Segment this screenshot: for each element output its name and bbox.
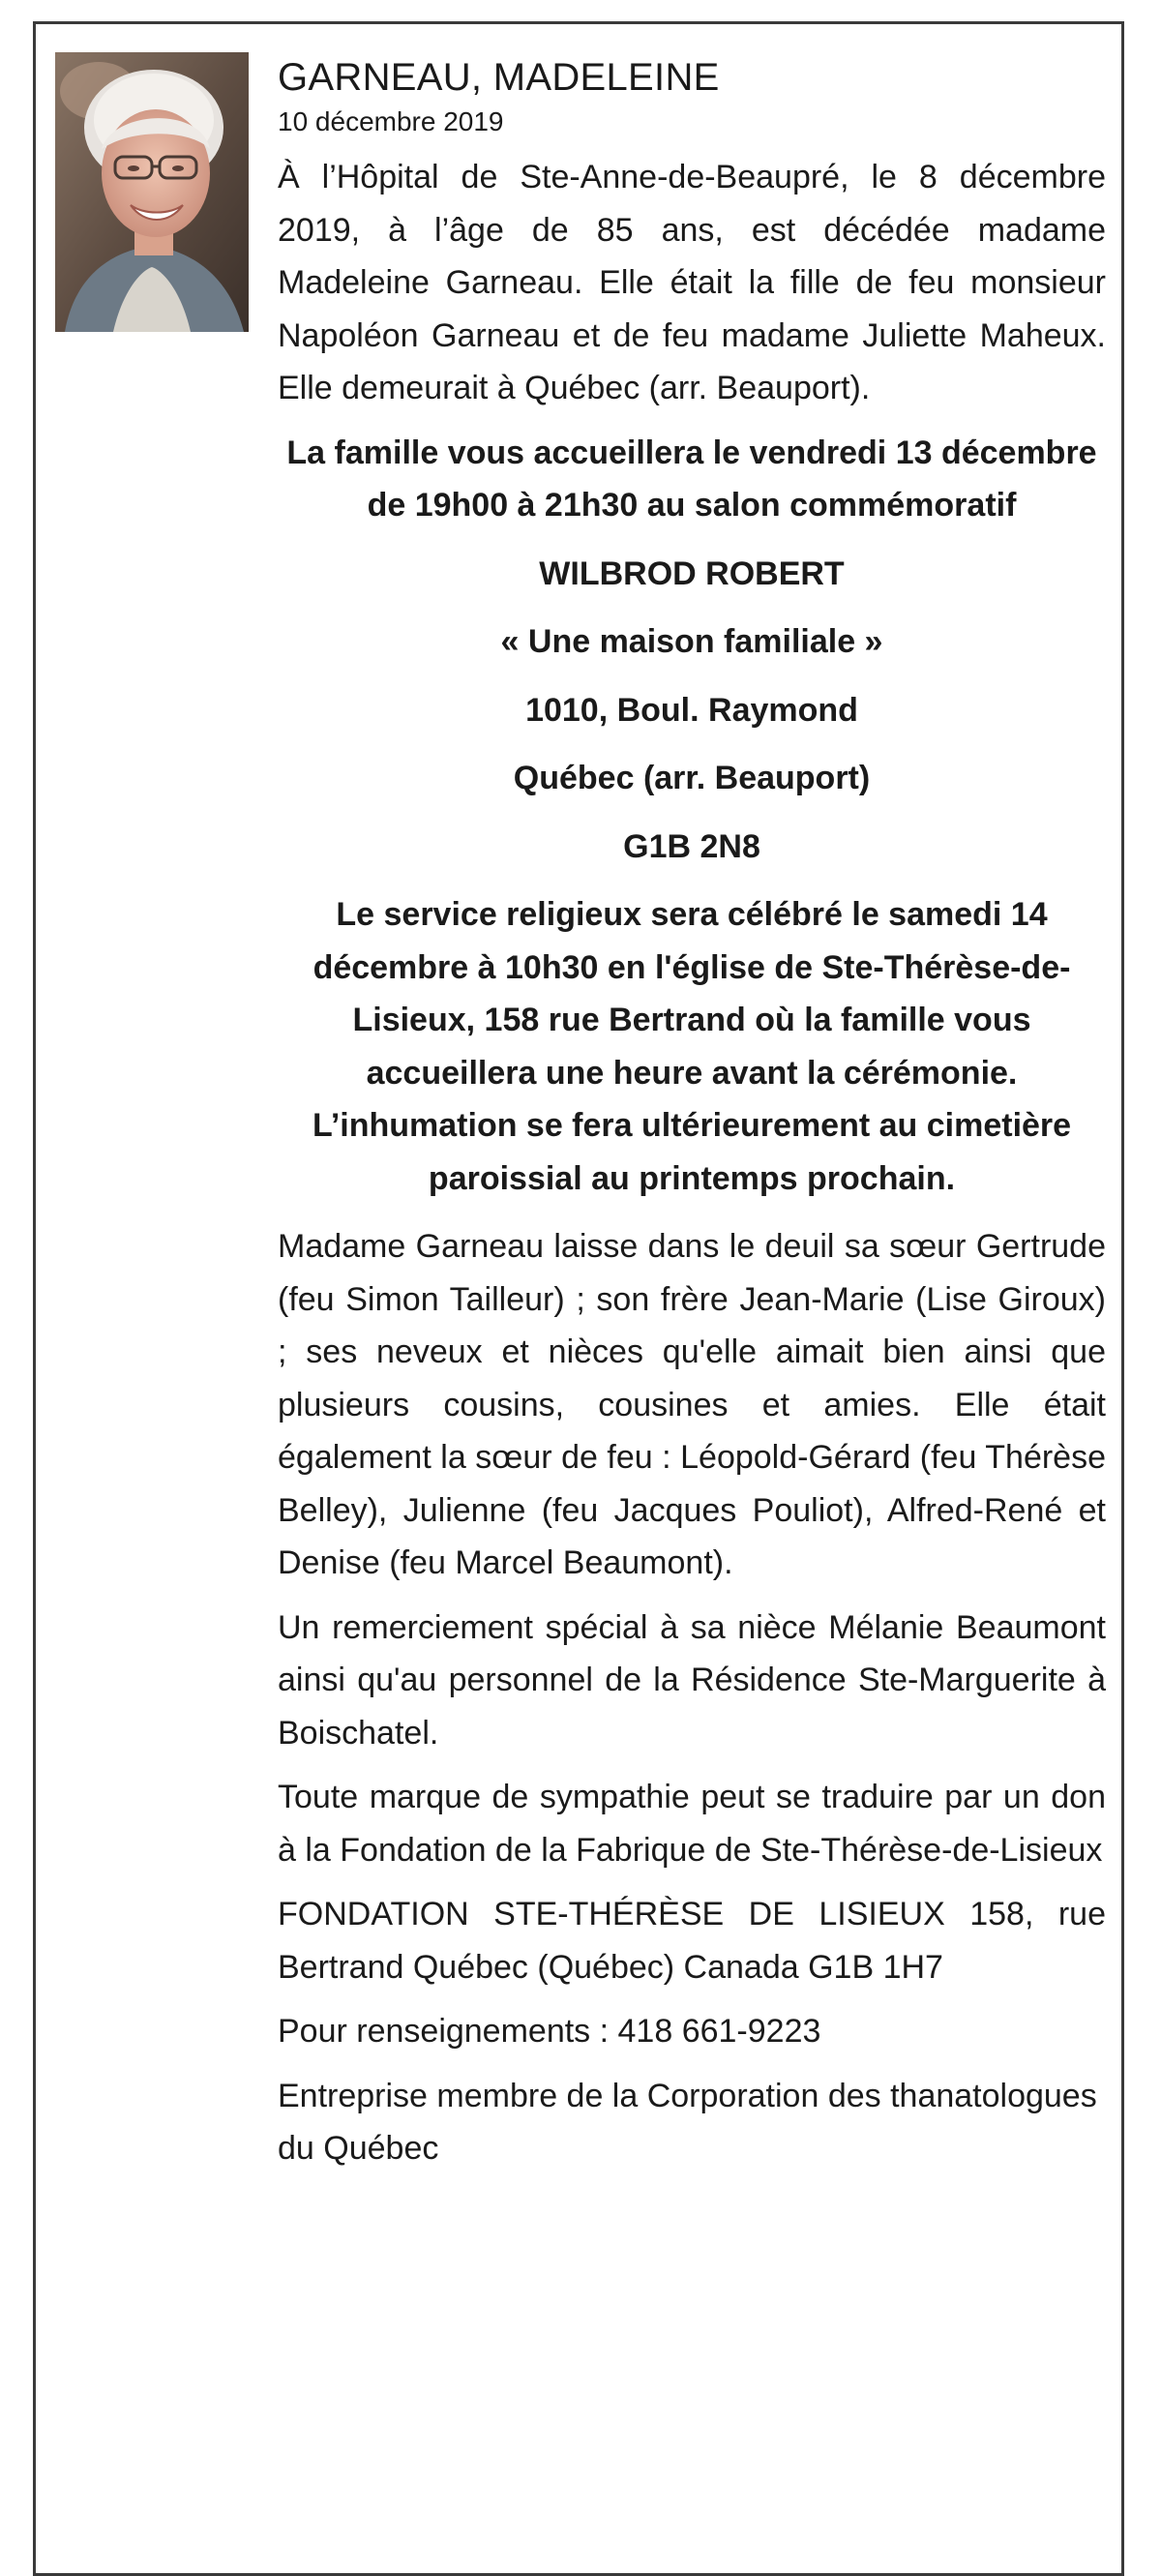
visitation-info: La famille vous accueillera le vendredi 13 décembre de 19h00 à 21h30 au salon commémoratif [286,434,1097,524]
thanks-paragraph: Un remerciement spécial à sa nièce Mélanie Beaumont ainsi qu'au personnel de la Résidence Ste-Marguerite à Boischatel. [278,1608,1106,1752]
deceased-name: GARNEAU, MADELEINE [278,56,720,99]
intro-paragraph: À l’Hôpital de Ste-Anne-de-Beaupré, le 8 décembre 2019, à l’âge de 85 ans, est décédée madame Madeleine Garneau. Elle était la fille de feu monsieur Napoléon Garneau et de feu madame Juliette Maheux. Elle demeurait à Québec (arr. Beauport). [278,159,1106,406]
foundation-address: FONDATION STE-THÉRÈSE DE LISIEUX 158, rue Bertrand Québec (Québec) Canada G1B 1H7 [278,1896,1106,1986]
publication-date: 10 décembre 2019 [278,106,504,136]
funeral-home-tagline: « Une maison familiale » [500,623,883,660]
funeral-home-postal-code: G1B 2N8 [623,827,760,865]
obituary-content [278,50,1106,2187]
funeral-home-name: WILBROD ROBERT [539,554,845,592]
membership-note: Entreprise membre de la Corporation des thanatologues du Québec [278,2077,1097,2167]
portrait-photo [55,52,249,332]
service-info: Le service religieux sera célébré le samedi 14 décembre à 10h30 en l'église de Ste-Thérèse-de-Lisieux, 158 rue Bertrand où la famille vous accueillera une heure avant la cérémonie. L’inhumation se fera ultérieurement au cimetière paroissial au printemps prochain. [312,896,1072,1197]
survivors-paragraph: Madame Garneau laisse dans le deuil sa sœur Gertrude (feu Simon Tailleur) ; son frère Jean-Marie (Lise Giroux) ; ses neveux et nièces qu'elle aimait bien ainsi que plusieurs cousins, cousines et amies. Elle était également la sœur de feu : Léopold-Gérard (feu Thérèse Belley), Julienne (feu Jacques Pouliot), Alfred-René et Denise (feu Marcel Beaumont). [278,1228,1106,1581]
donations-paragraph: Toute marque de sympathie peut se traduire par un don à la Fondation de la Fabrique de Ste-Thérèse-de-Lisieux [278,1779,1106,1869]
info-phone: Pour renseignements : 418 661-9223 [278,2013,821,2050]
funeral-home-street: 1010, Boul. Raymond [525,691,858,729]
funeral-home-city: Québec (arr. Beauport) [513,760,871,796]
